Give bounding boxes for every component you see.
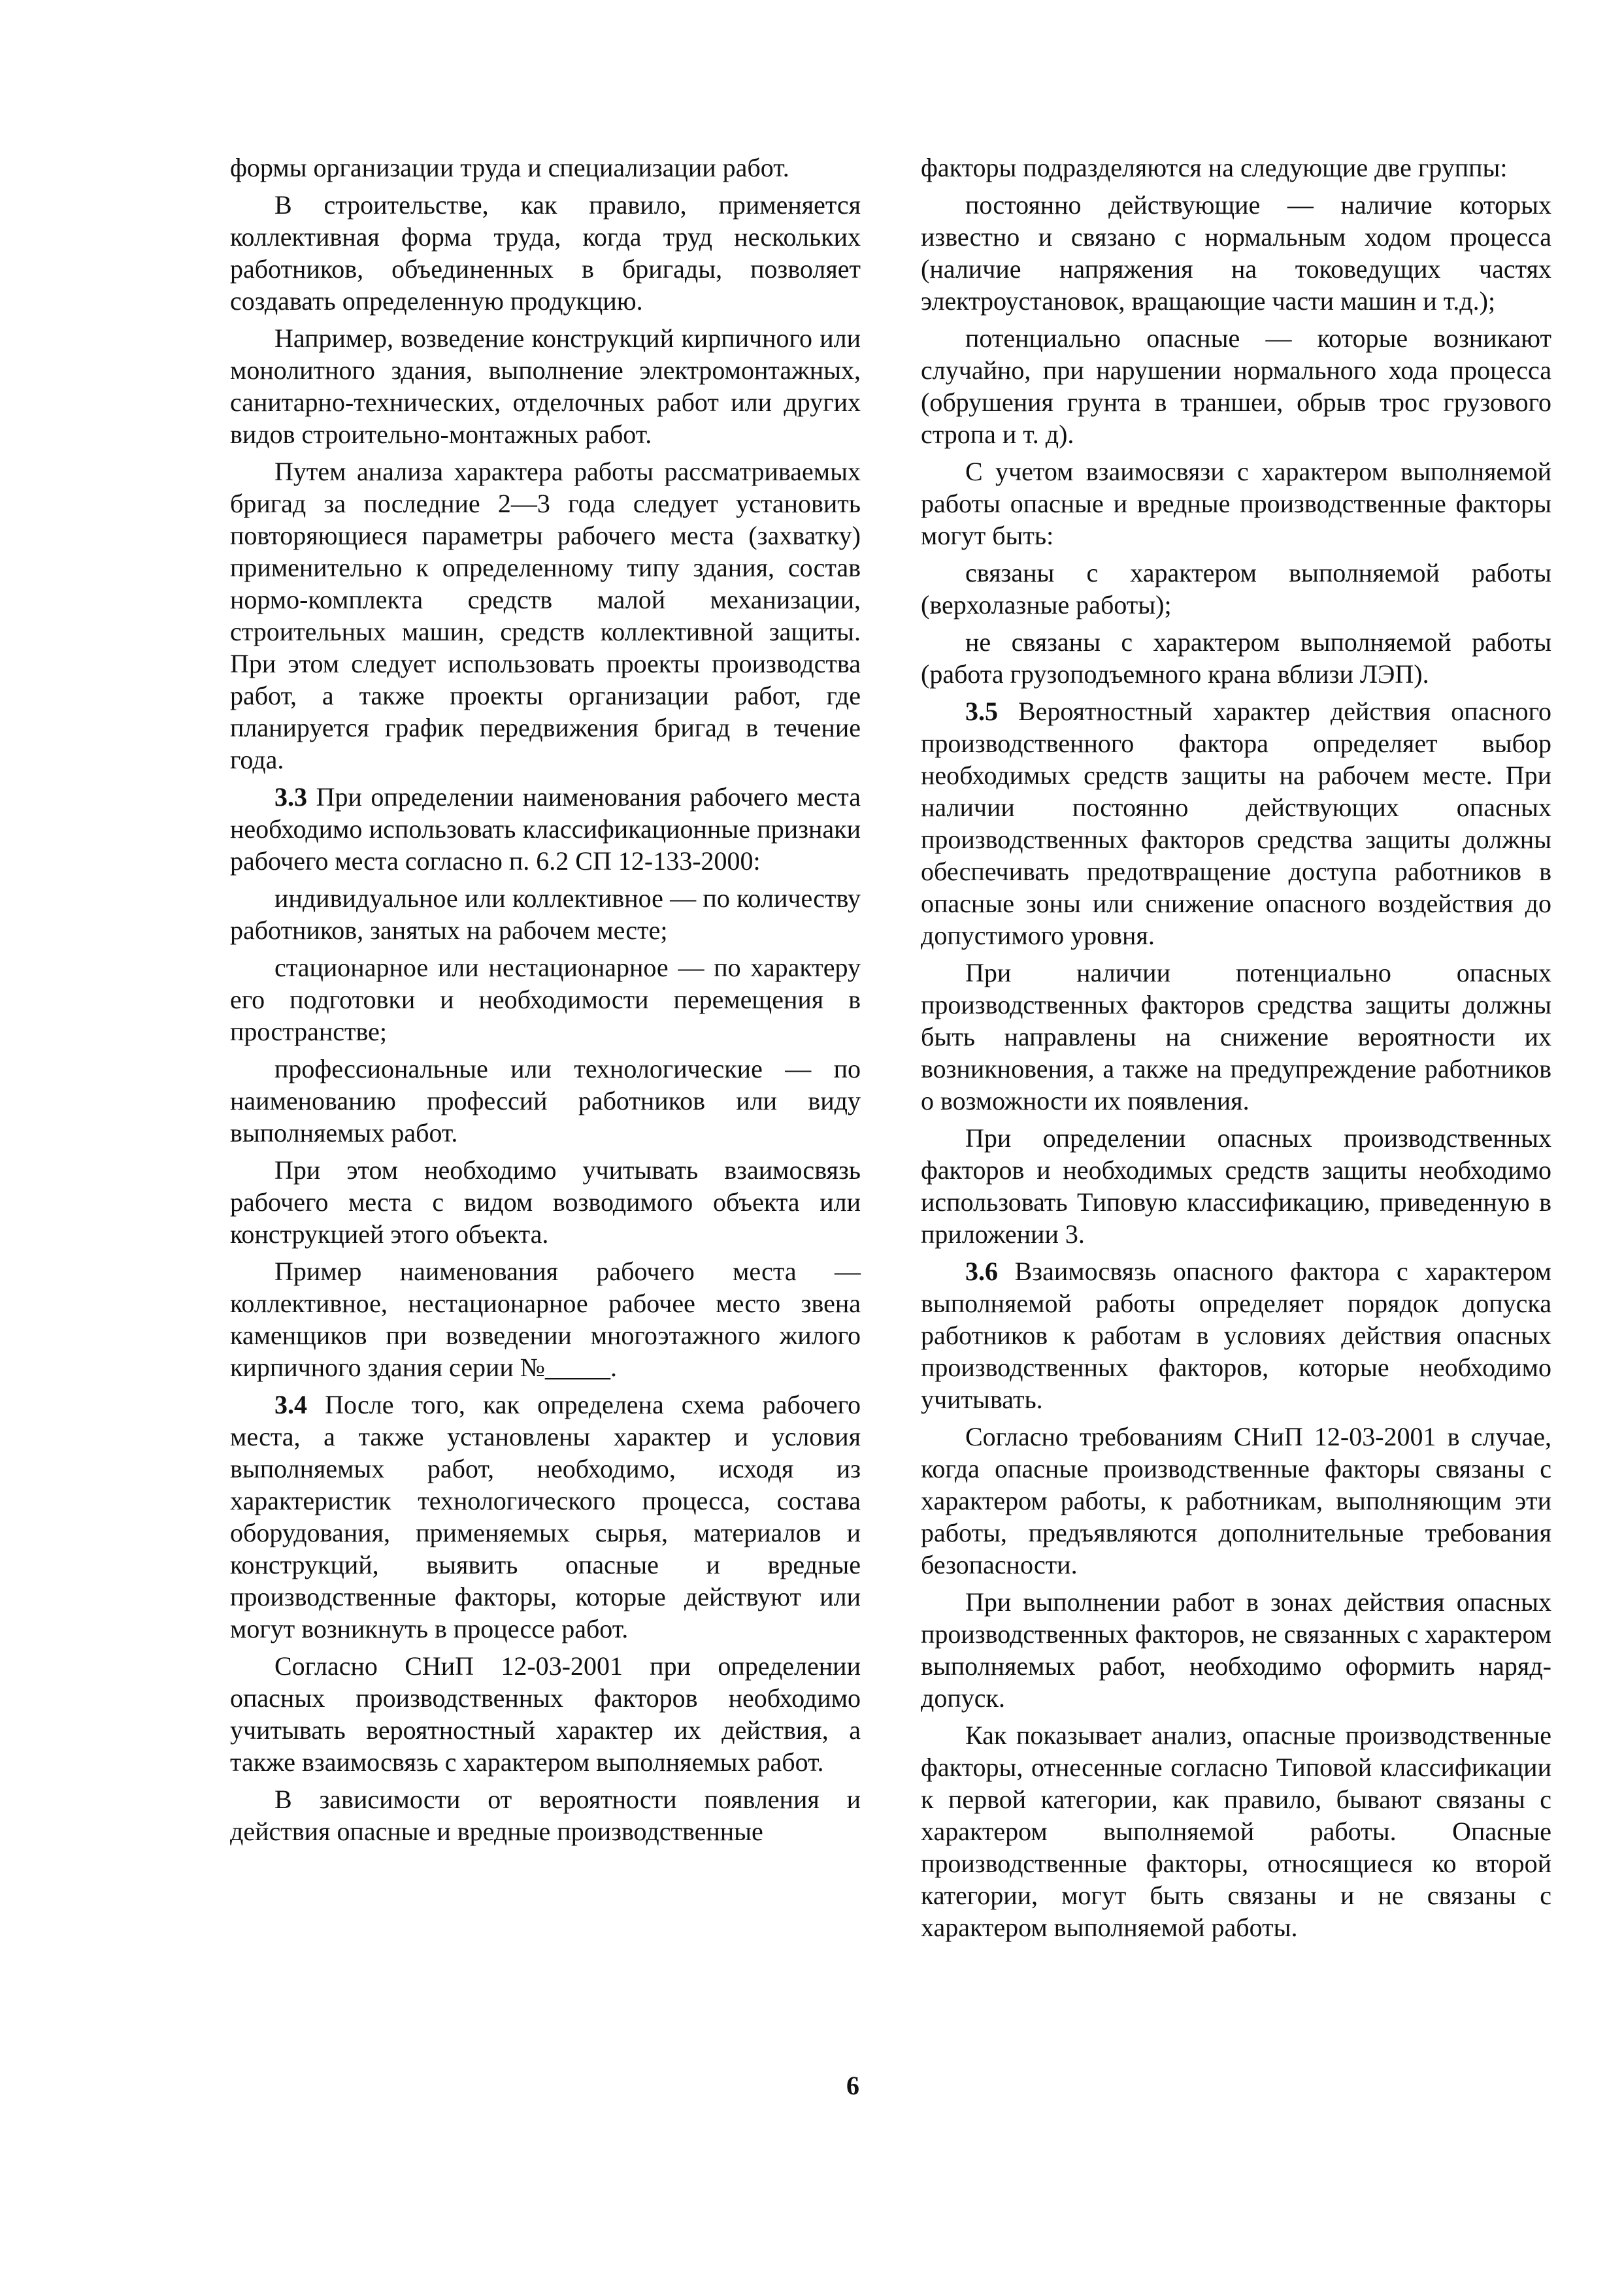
paragraph-text: После того, как определена схема рабочего места, а также установлены характер и условия выполняемых работ, необходимо, исходя из характеристик технологического процесса, состава оборудования, применяемых сырья, материалов и конструкций, выявить опасные и вредные производственные факторы, которые действуют или могут возникнуть в процессе работ. (230, 1390, 861, 1643)
section-number: 3.6 (965, 1257, 998, 1286)
paragraph-text: Согласно СНиП 12-03-2001 при определении опасных производственных факторов необходимо учитывать вероятностный характер их действия, а также взаимосвязь с характером выполняемых работ. (230, 1651, 861, 1777)
paragraph (921, 626, 1551, 690)
paragraph (230, 1255, 861, 1383)
paragraph-text: Согласно требованиям СНиП 12-03-2001 в случае, когда опасные производственные факторы связаны с характером работы, к работникам, выполняющим эти работы, предъявляются дополнительные требования безопасности. (921, 1422, 1551, 1579)
paragraph-text: При определении опасных производственных факторов и необходимых средств защиты необходимо использовать Типовую классификацию, приведенную в приложении 3. (921, 1123, 1551, 1249)
paragraph-text: Как показывает анализ, опасные производственные факторы, отнесенные согласно Типовой классификации к первой категории, как правило, бывают связаны с характером выполняемой работы. Опасные производственные факторы, относящиеся ко второй категории, могут быть связаны и не связаны с характером выполняемой работы. (921, 1721, 1551, 1942)
paragraph-text: постоянно действующие — наличие которых известно и связано с нормальным ходом процесса (наличие напряжения на токоведущих частях электроустановок, вращающие части машин и т.д.); (921, 190, 1551, 316)
paragraph (230, 1783, 861, 1847)
paragraph-text: Путем анализа характера работы рассматриваемых бригад за последние 2—3 года следует установить повторяющиеся параметры рабочего места (захватку) применительно к определенному типу здания, состав нормо-комплекта средств малой механизации, строительных машин, средств коллективной защиты. При этом следует использовать проекты производства работ, а также проекты организации работ, где планируется график передвижения бригад в течение года. (230, 457, 861, 774)
paragraph-text: В строительстве, как правило, применяется коллективная форма труда, когда труд нескольких работников, объединенных в бригады, позволяет создавать определенную продукцию. (230, 190, 861, 316)
section-paragraph (921, 695, 1551, 951)
paragraph (230, 455, 861, 776)
paragraph (230, 882, 861, 946)
paragraph-text: профессиональные или технологические — по наименованию профессий работников или виду выполняемых работ. (230, 1054, 861, 1147)
paragraph (921, 557, 1551, 621)
paragraph-text: При определении наименования рабочего места необходимо использовать классификационные признаки рабочего места согласно п. 6.2 СП 12-133-2000: (230, 782, 861, 876)
paragraph-text: стационарное или нестационарное — по характеру его подготовки и необходимости перемещения в пространстве; (230, 953, 861, 1046)
paragraph-text: связаны с характером выполняемой работы (верхолазные работы); (921, 558, 1551, 619)
right-column (921, 152, 1551, 1949)
paragraph-text: В зависимости от вероятности появления и действия опасные и вредные производственные (230, 1785, 861, 1846)
paragraph (921, 322, 1551, 450)
paragraph (230, 152, 861, 184)
section-paragraph (230, 781, 861, 877)
paragraph (230, 1154, 861, 1250)
paragraph (921, 152, 1551, 184)
paragraph (921, 189, 1551, 317)
paragraph-text: факторы подразделяются на следующие две группы: (921, 153, 1508, 182)
paragraph-text: не связаны с характером выполняемой работы (работа грузоподъемного крана вблизи ЛЭП). (921, 627, 1551, 689)
paragraph (921, 455, 1551, 552)
paragraph-text: При этом необходимо учитывать взаимосвязь рабочего места с видом возводимого объекта или конструкцией этого объекта. (230, 1155, 861, 1249)
paragraph-text: индивидуальное или коллективное — по количеству работников, занятых на рабочем месте; (230, 883, 861, 945)
paragraph (921, 1719, 1551, 1943)
paragraph-text: Пример наименования рабочего места — коллективное, нестационарное рабочее место звена каменщиков при возведении многоэтажного жилого кирпичного здания серии №_____. (230, 1257, 861, 1382)
paragraph (230, 951, 861, 1048)
paragraph-text: С учетом взаимосвязи с характером выполняемой работы опасные и вредные производственные факторы могут быть: (921, 457, 1551, 550)
section-number: 3.4 (274, 1390, 307, 1419)
paragraph-text: При выполнении работ в зонах действия опасных производственных факторов, не связанных с характером выполняемых работ, необходимо оформить наряд-допуск. (921, 1587, 1551, 1713)
paragraph (921, 957, 1551, 1117)
section-number: 3.3 (274, 782, 307, 812)
paragraph (230, 1650, 861, 1778)
paragraph (230, 189, 861, 317)
paragraph-text: При наличии потенциально опасных производственных факторов средства защиты должны быть направлены на снижение вероятности их возникновения, а также на предупреждение работников о возможности их появления. (921, 958, 1551, 1115)
paragraph-text: потенциально опасные — которые возникают случайно, при нарушении нормального хода процесса (обрушения грунта в траншеи, обрыв трос грузового стропа и т. д). (921, 323, 1551, 449)
section-paragraph (230, 1389, 861, 1645)
section-number: 3.5 (965, 697, 998, 726)
paragraph-text: формы организации труда и специализации работ. (230, 153, 789, 182)
paragraph (921, 1122, 1551, 1250)
paragraph (921, 1421, 1551, 1581)
page-number: 6 (846, 2071, 859, 2100)
section-paragraph (921, 1255, 1551, 1415)
paragraph (921, 1586, 1551, 1714)
paragraph (230, 1053, 861, 1149)
paragraph-text: Например, возведение конструкций кирпичного или монолитного здания, выполнение электромонтажных, санитарно-технических, отделочных работ или других видов строительно-монтажных работ. (230, 323, 861, 449)
paragraph-text: Взаимосвязь опасного фактора с характером выполняемой работы определяет порядок допуска работников к работам в условиях действия опасных производственных факторов, которые необходимо учитывать. (921, 1257, 1551, 1414)
paragraph-text: Вероятностный характер действия опасного производственного фактора определяет выбор необходимых средств защиты на рабочем месте. При наличии постоянно действующих опасных производственных факторов средства защиты должны обеспечивать предотвращение доступа работников в опасные зоны или снижение опасного воздействия до допустимого уровня. (921, 697, 1552, 950)
left-column (230, 152, 861, 1853)
paragraph (230, 322, 861, 450)
